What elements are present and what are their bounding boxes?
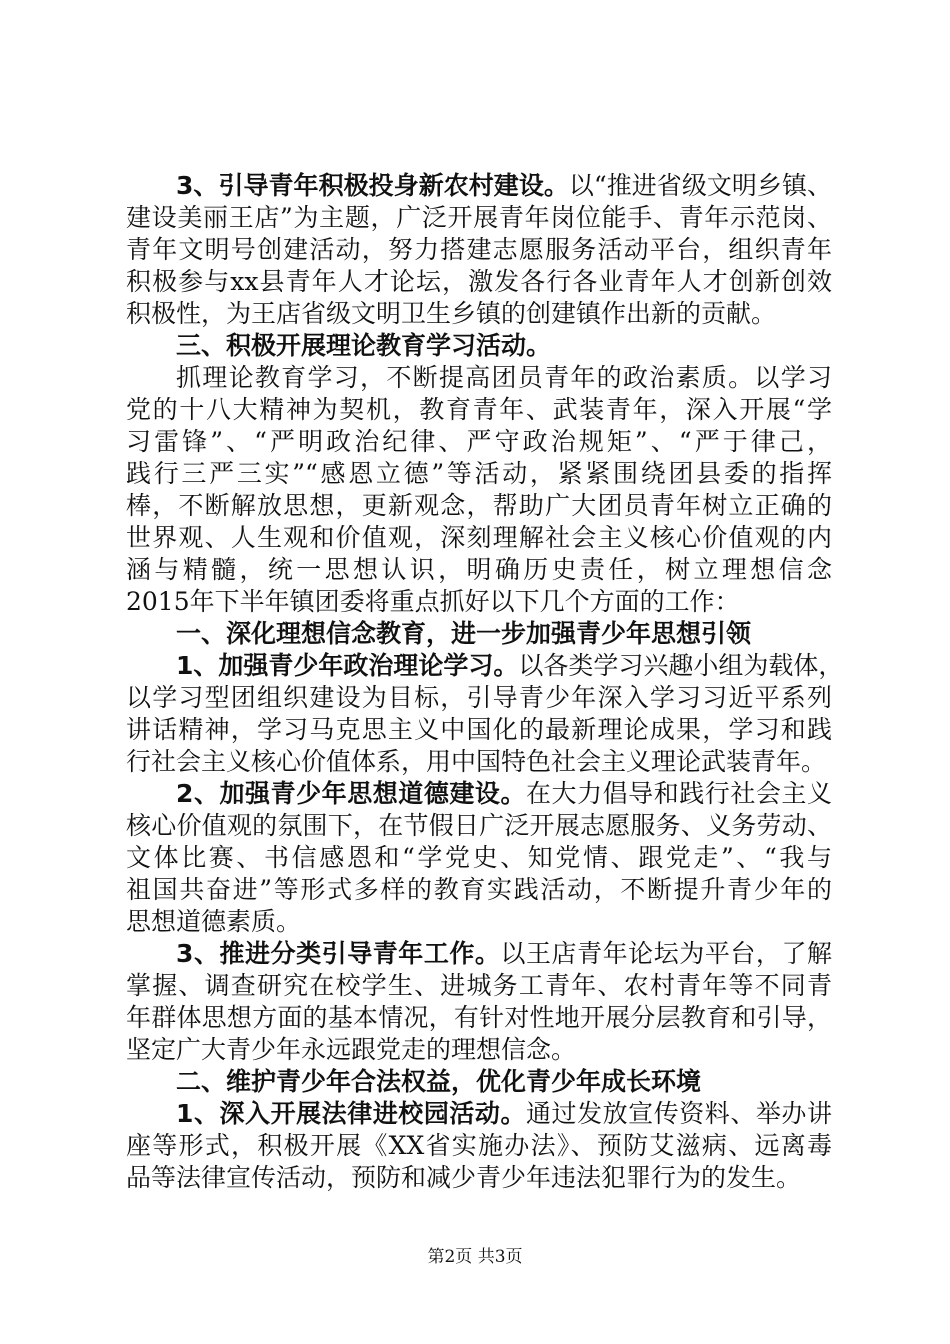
body-text: 核心价值观的氛围下，在节假日广泛开展志愿服务、义务劳动、 <box>126 811 832 840</box>
text-line <box>126 298 832 330</box>
text-line <box>126 1162 832 1194</box>
heading-text: 二、维护青少年合法权益，优化青少年成长环境 <box>176 1067 702 1096</box>
heading-text: 3、引导青年积极投身新农村建设。 <box>176 171 569 200</box>
text-line <box>126 1066 832 1098</box>
text-line <box>126 1034 832 1066</box>
body-text: 涵与精髓，统一思想认识，明确历史责任，树立理想信念 <box>126 555 832 584</box>
page-footer: 第2页 共3页 <box>427 1247 523 1267</box>
text-line <box>126 202 832 234</box>
body-text: 抓理论教育学习，不断提高团员青年的政治素质。以学习 <box>176 363 832 392</box>
text-line <box>126 458 832 490</box>
text-line <box>126 938 832 970</box>
text-line <box>126 266 832 298</box>
heading-text: 2、加强青少年思想道德建设。 <box>176 779 526 808</box>
text-line <box>126 842 832 874</box>
text-line <box>126 1002 832 1034</box>
text-line <box>126 810 832 842</box>
body-text: 在大力倡导和践行社会主义 <box>526 779 832 808</box>
body-text: 以“推进省级文明乡镇、 <box>568 171 832 200</box>
heading-text: 1、深入开展法律进校园活动。 <box>176 1099 526 1128</box>
text-line <box>126 330 832 362</box>
text-line <box>126 1098 832 1130</box>
body-text: 世界观、人生观和价值观，深刻理解社会主义核心价值观的内 <box>126 523 832 552</box>
text-line <box>126 1130 832 1162</box>
body-text: 座等形式，积极开展《XX省实施办法》、预防艾滋病、远离毒 <box>126 1131 832 1160</box>
body-text: 祖国共奋进”等形式多样的教育实践活动，不断提升青少年的 <box>126 875 832 904</box>
text-line <box>126 778 832 810</box>
text-line <box>126 554 832 586</box>
body-text: 以学习型团组织建设为目标，引导青少年深入学习习近平系列 <box>126 683 832 712</box>
text-line <box>126 394 832 426</box>
heading-text: 3、推进分类引导青年工作。 <box>176 939 501 968</box>
text-line <box>126 682 832 714</box>
text-line <box>126 618 832 650</box>
text-line <box>126 426 832 458</box>
body-text: 践行三严三实”“感恩立德”等活动，紧紧围绕团县委的指挥 <box>126 459 832 488</box>
text-line <box>126 906 832 938</box>
body-text: 坚定广大青少年永远跟党走的理想信念。 <box>126 1035 577 1064</box>
body-text: 积极性，为王店省级文明卫生乡镇的创建镇作出新的贡献。 <box>126 299 777 328</box>
body-text: 党的十八大精神为契机，教育青年、武装青年，深入开展“学 <box>126 395 832 424</box>
text-line <box>126 234 832 266</box>
text-line <box>126 970 832 1002</box>
body-text: 品等法律宣传活动，预防和减少青少年违法犯罪行为的发生。 <box>126 1163 802 1192</box>
text-line <box>126 362 832 394</box>
text-line <box>126 586 832 618</box>
body-text: 掌握、调查研究在校学生、进城务工青年、农村青年等不同青 <box>126 971 832 1000</box>
body-text: 积极参与xx县青年人才论坛，激发各行各业青年人才创新创效 <box>126 267 832 296</box>
text-line <box>126 522 832 554</box>
body-text: 习雷锋”、“严明政治纪律、严守政治规矩”、“严于律己， <box>126 427 832 456</box>
body-text: 建设美丽王店”为主题，广泛开展青年岗位能手、青年示范岗、 <box>126 203 832 232</box>
heading-text: 三、积极开展理论教育学习活动。 <box>176 331 552 360</box>
text-line <box>126 714 832 746</box>
body-text: 年群体思想方面的基本情况，有针对性地开展分层教育和引导， <box>126 1003 832 1032</box>
text-line <box>126 874 832 906</box>
text-line <box>126 650 844 682</box>
document-body <box>126 170 844 1194</box>
text-line <box>126 170 832 202</box>
body-text: 2015年下半年镇团委将重点抓好以下几个方面的工作： <box>126 587 740 616</box>
body-text: 文体比赛、书信感恩和“学党史、知党情、跟党走”、“我与 <box>126 843 832 872</box>
text-line <box>126 490 832 522</box>
body-text: 行社会主义核心价值体系，用中国特色社会主义理论武装青年。 <box>126 747 827 776</box>
body-text: 以各类学习兴趣小组为载体， <box>518 651 844 680</box>
heading-text: 1、加强青少年政治理论学习。 <box>176 651 519 680</box>
body-text: 讲话精神，学习马克思主义中国化的最新理论成果，学习和践 <box>126 715 832 744</box>
body-text: 青年文明号创建活动，努力搭建志愿服务活动平台，组织青年 <box>126 235 832 264</box>
body-text: 以王店青年论坛为平台，了解 <box>500 939 832 968</box>
heading-text: 一、深化理想信念教育，进一步加强青少年思想引领 <box>176 619 752 648</box>
body-text: 通过发放宣传资料、举办讲 <box>526 1099 832 1128</box>
body-text: 棒，不断解放思想，更新观念，帮助广大团员青年树立正确的 <box>126 491 832 520</box>
text-line <box>126 746 832 778</box>
body-text: 思想道德素质。 <box>126 907 302 936</box>
